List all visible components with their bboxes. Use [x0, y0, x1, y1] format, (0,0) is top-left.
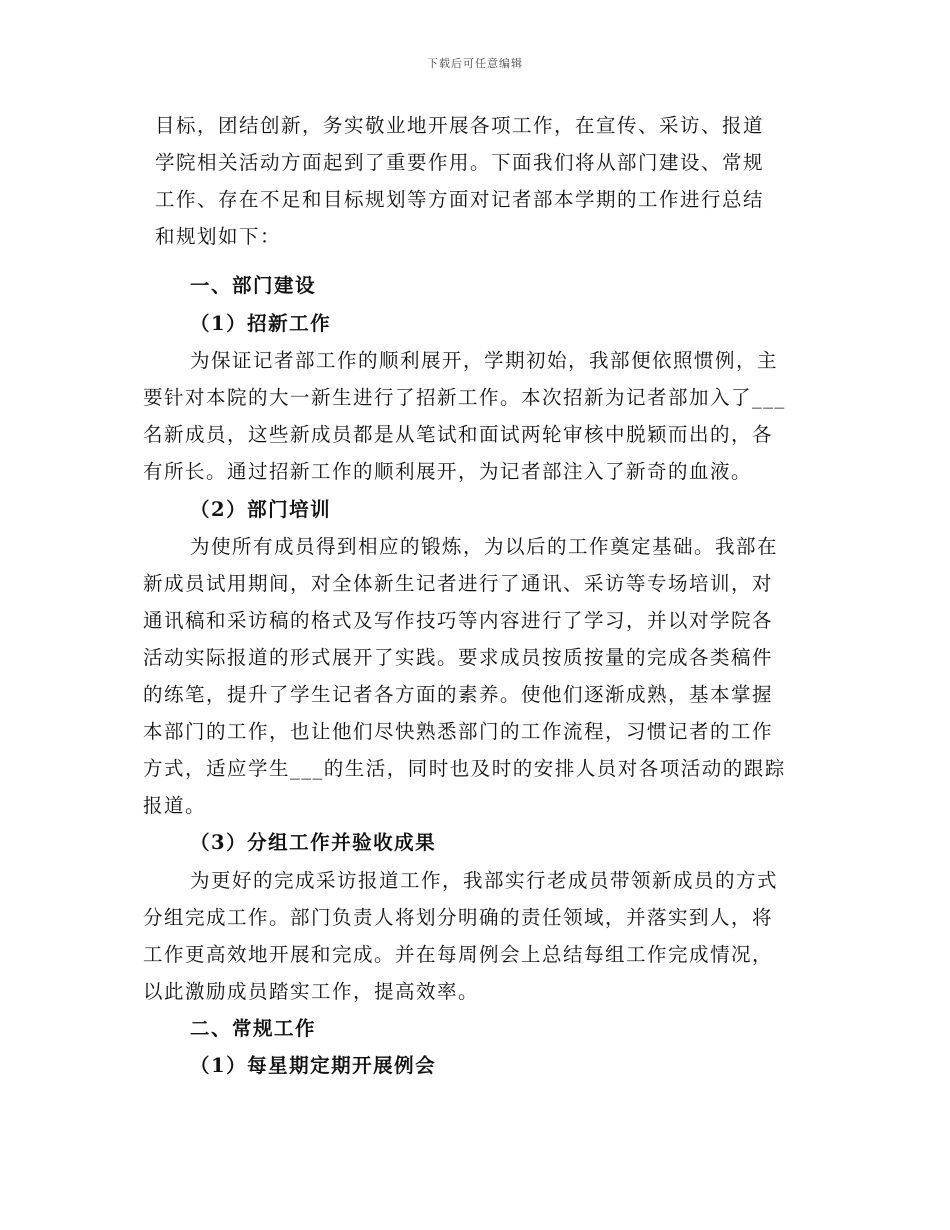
page-header-note: 下载后可任意编辑	[427, 57, 523, 70]
paragraph-line: 方式，适应学生___的生活，同时也及时的安排人员对各项活动的跟踪	[143, 757, 786, 780]
paragraph-line: 目标，团结创新，务实敬业地开展各项工作，在宣传、采访、报道	[155, 114, 765, 137]
paragraph-line: 的练笔，提升了学生记者各方面的素养。使他们逐渐成熟，基本掌握	[143, 683, 774, 706]
paragraph-line: 工作更高效地开展和完成。并在每周例会上总结每组工作完成情况，	[143, 943, 774, 966]
paragraph-line: 为保证记者部工作的顺利展开，学期初始，我部便依照惯例，主	[190, 349, 779, 372]
paragraph-line: 以此激励成员踏实工作，提高效率。	[143, 980, 480, 1003]
paragraph-line: 和规划如下：	[155, 225, 282, 248]
section-heading: 一、部门建设	[190, 274, 317, 297]
paragraph-line: 报道。	[143, 794, 207, 817]
paragraph-line: 为更好的完成采访报道工作，我部实行老成员带领新成员的方式	[190, 869, 779, 892]
paragraph-line: 名新成员，这些新成员都是从笔试和面试两轮审核中脱颖而出的，各	[143, 423, 774, 446]
subsection-heading: （1）每星期定期开展例会	[190, 1054, 437, 1077]
paragraph-line: 活动实际报道的形式展开了实践。要求成员按质按量的完成各类稿件	[143, 646, 774, 669]
paragraph-line: 有所长。通过招新工作的顺利展开，为记者部注入了新奇的血液。	[143, 460, 753, 483]
paragraph-line: 通讯稿和采访稿的格式及写作技巧等内容进行了学习，并以对学院各	[143, 609, 774, 632]
paragraph-line: 分组完成工作。部门负责人将划分明确的责任领域，并落实到人，将	[143, 906, 774, 929]
paragraph-line: 本部门的工作，也让他们尽快熟悉部门的工作流程，习惯记者的工作	[143, 720, 774, 743]
paragraph-line: 新成员试用期间，对全体新生记者进行了通讯、采访等专场培训，对	[143, 572, 774, 595]
subsection-heading: （3）分组工作并验收成果	[190, 831, 437, 854]
paragraph-line: 工作、存在不足和目标规划等方面对记者部本学期的工作进行总结	[155, 188, 765, 211]
subsection-heading: （2）部门培训	[190, 498, 332, 521]
paragraph-line: 为使所有成员得到相应的锻炼，为以后的工作奠定基础。我部在	[190, 535, 779, 558]
subsection-heading: （1）招新工作	[190, 312, 332, 335]
paragraph-line: 要针对本院的大一新生进行了招新工作。本次招新为记者部加入了___	[143, 386, 786, 409]
section-heading: 二、常规工作	[190, 1017, 317, 1040]
paragraph-line: 学院相关活动方面起到了重要作用。下面我们将从部门建设、常规	[155, 151, 765, 174]
